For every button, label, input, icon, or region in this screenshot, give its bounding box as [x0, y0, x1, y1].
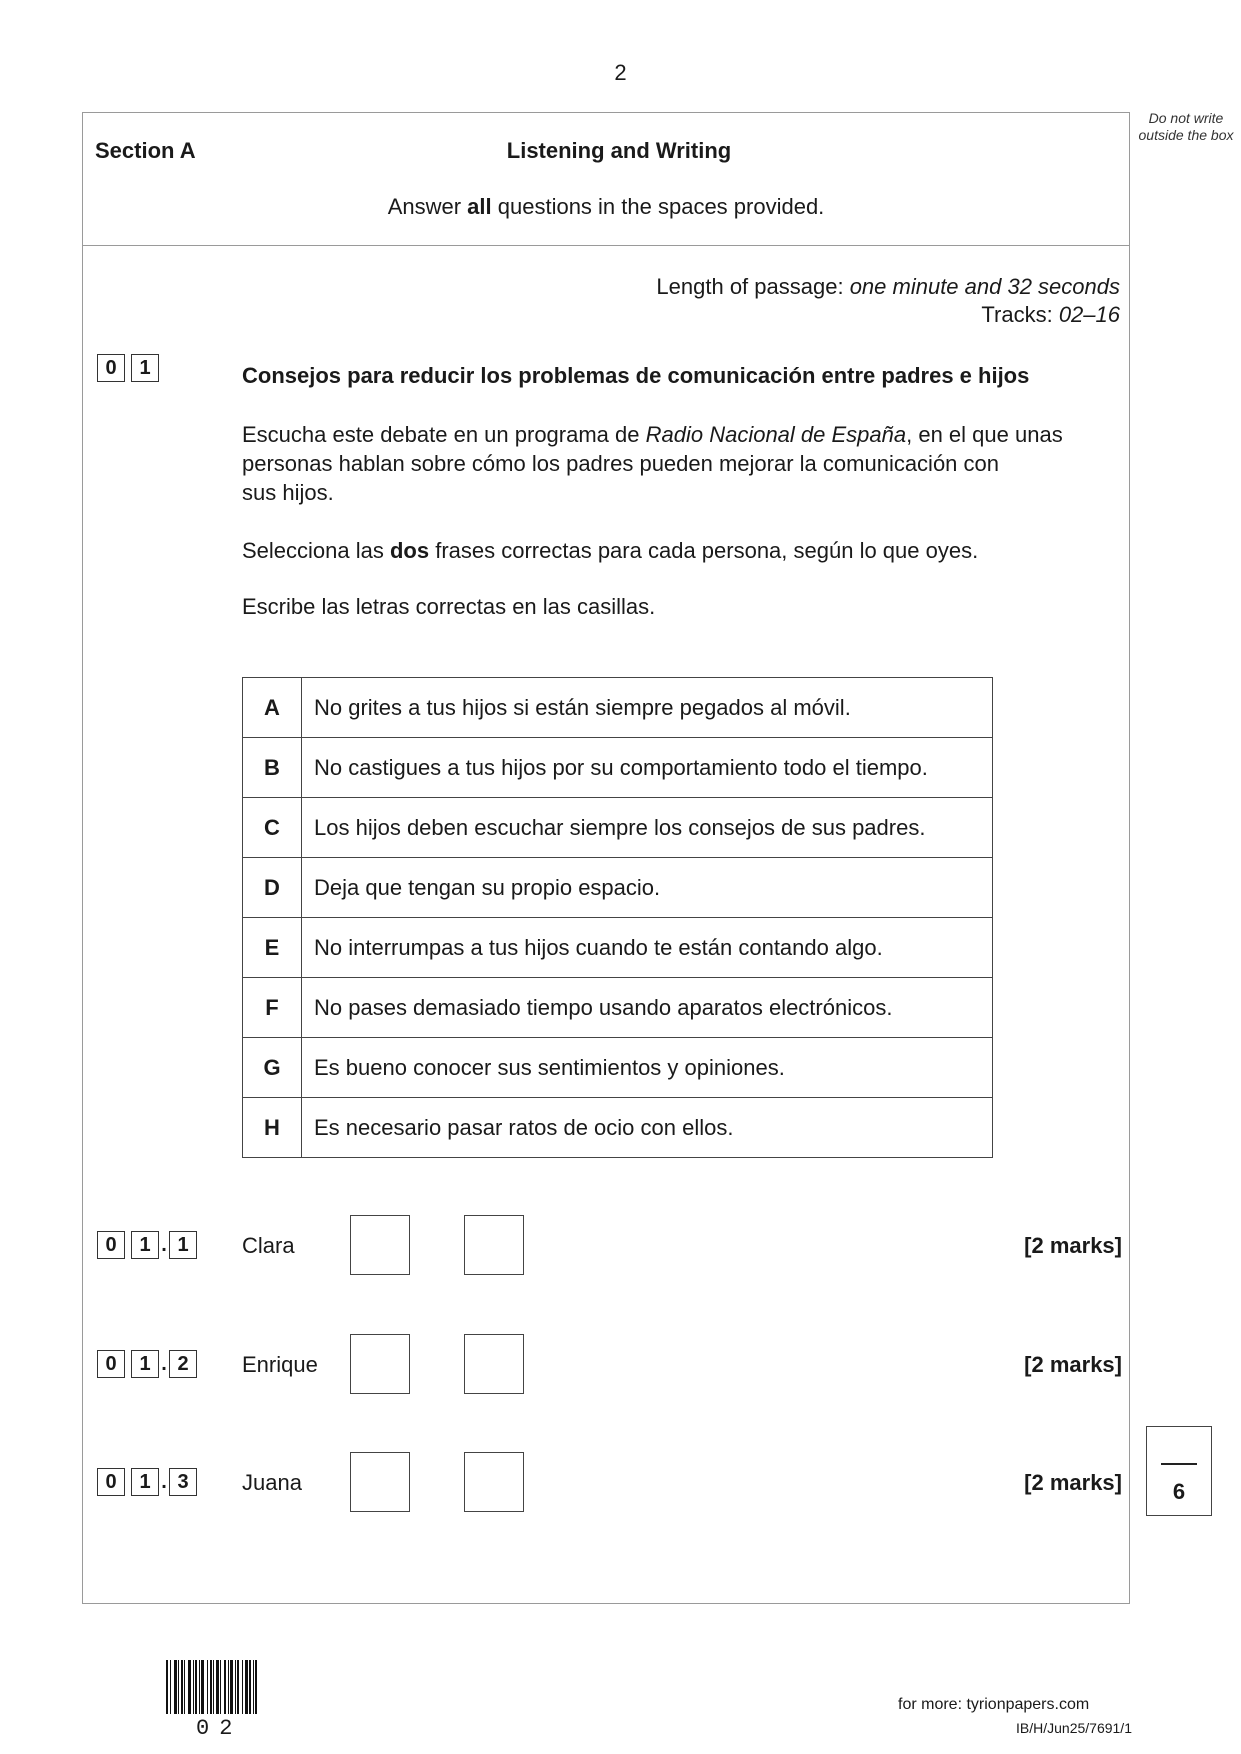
person-name: Clara: [242, 1233, 295, 1258]
subquestion-dot: .: [161, 1233, 167, 1256]
subquestion-dot: .: [161, 1352, 167, 1375]
score-line: [1161, 1463, 1197, 1465]
marks-label: [2 marks]: [1024, 1233, 1122, 1258]
subquestion-digit: 0: [97, 1350, 125, 1378]
section-instructions: Answer all questions in the spaces provided.: [387, 194, 825, 219]
footer-link[interactable]: for more: tyrionpapers.com: [898, 1696, 1090, 1713]
subquestion-digit: 0: [97, 1468, 125, 1496]
subquestion-digit: 1: [131, 1350, 159, 1378]
section-label: Section A: [95, 138, 196, 163]
person-name: Enrique: [242, 1352, 318, 1377]
option-text: Es bueno conocer sus sentimientos y opiniones.: [302, 1038, 993, 1098]
table-row: [243, 978, 993, 1038]
subquestion-digit: 2: [169, 1350, 197, 1378]
subquestion-number: [97, 1468, 197, 1496]
select-instruction: Selecciona las dos frases correctas para cada persona, según lo que oyes.: [242, 538, 979, 563]
passage-info: [656, 273, 1120, 329]
footer-code: IB/H/Jun25/7691/1: [1016, 1720, 1132, 1736]
score-total: 6: [1172, 1479, 1186, 1504]
subquestion-digit: 0: [97, 1231, 125, 1259]
passage-length: Length of passage: one minute and 32 seconds: [656, 274, 1120, 299]
subquestion-dot: .: [161, 1470, 167, 1493]
answer-box[interactable]: [464, 1334, 524, 1394]
subquestion-digit: 1: [131, 1231, 159, 1259]
answer-box[interactable]: [350, 1215, 410, 1275]
question-digit: 1: [131, 354, 159, 382]
table-row: [243, 858, 993, 918]
write-instruction: Escribe las letras correctas en las casillas.: [242, 594, 656, 619]
answer-box[interactable]: [464, 1452, 524, 1512]
answer-box[interactable]: [350, 1452, 410, 1512]
section-title: Listening and Writing: [506, 138, 732, 163]
option-text: No castigues a tus hijos por su comportamiento todo el tiempo.: [302, 738, 993, 798]
option-text: No interrumpas a tus hijos cuando te están contando algo.: [302, 918, 993, 978]
option-letter: D: [243, 858, 302, 918]
table-row: [243, 678, 993, 738]
option-text: No pases demasiado tiempo usando aparatos electrónicos.: [302, 978, 993, 1038]
margin-note: Do not write outside the box: [1138, 110, 1234, 143]
option-letter: H: [243, 1098, 302, 1158]
subquestion-digit: 3: [169, 1468, 197, 1496]
option-text: Es necesario pasar ratos de ocio con ellos.: [302, 1098, 993, 1158]
answer-box[interactable]: [464, 1215, 524, 1275]
table-row: [243, 1038, 993, 1098]
barcode-number: 02: [196, 1716, 243, 1741]
option-text: Deja que tengan su propio espacio.: [302, 858, 993, 918]
marks-label: [2 marks]: [1024, 1352, 1122, 1377]
option-letter: B: [243, 738, 302, 798]
person-name: Juana: [242, 1470, 302, 1495]
option-text: Los hijos deben escuchar siempre los consejos de sus padres.: [302, 798, 993, 858]
question-title: Consejos para reducir los problemas de comunicación entre padres e hijos: [242, 363, 1030, 388]
subquestion-digit: 1: [131, 1468, 159, 1496]
table-row: [243, 798, 993, 858]
question-intro: Escucha este debate en un programa de Radio Nacional de España, en el que unas personas hablan sobre cómo los padres pueden mejorar la comunicación con sus hijos.: [242, 422, 1063, 505]
option-letter: G: [243, 1038, 302, 1098]
option-letter: A: [243, 678, 302, 738]
subquestion-number: [97, 1231, 197, 1259]
option-letter: C: [243, 798, 302, 858]
table-row: [243, 918, 993, 978]
option-text: No grites a tus hijos si están siempre pegados al móvil.: [302, 678, 993, 738]
option-letter: E: [243, 918, 302, 978]
table-row: [243, 1098, 993, 1158]
subquestion-digit: 1: [169, 1231, 197, 1259]
marks-label: [2 marks]: [1024, 1470, 1122, 1495]
barcode: [166, 1660, 279, 1714]
passage-tracks: Tracks: 02–16: [981, 302, 1120, 327]
question-number: [97, 354, 159, 382]
options-table: [242, 677, 993, 1158]
question-digit: 0: [97, 354, 125, 382]
option-letter: F: [243, 978, 302, 1038]
subquestion-number: [97, 1350, 197, 1378]
score-box: [1146, 1426, 1212, 1516]
table-row: [243, 738, 993, 798]
answer-box[interactable]: [350, 1334, 410, 1394]
header-divider: [82, 245, 1130, 246]
page-number: 2: [614, 60, 627, 85]
